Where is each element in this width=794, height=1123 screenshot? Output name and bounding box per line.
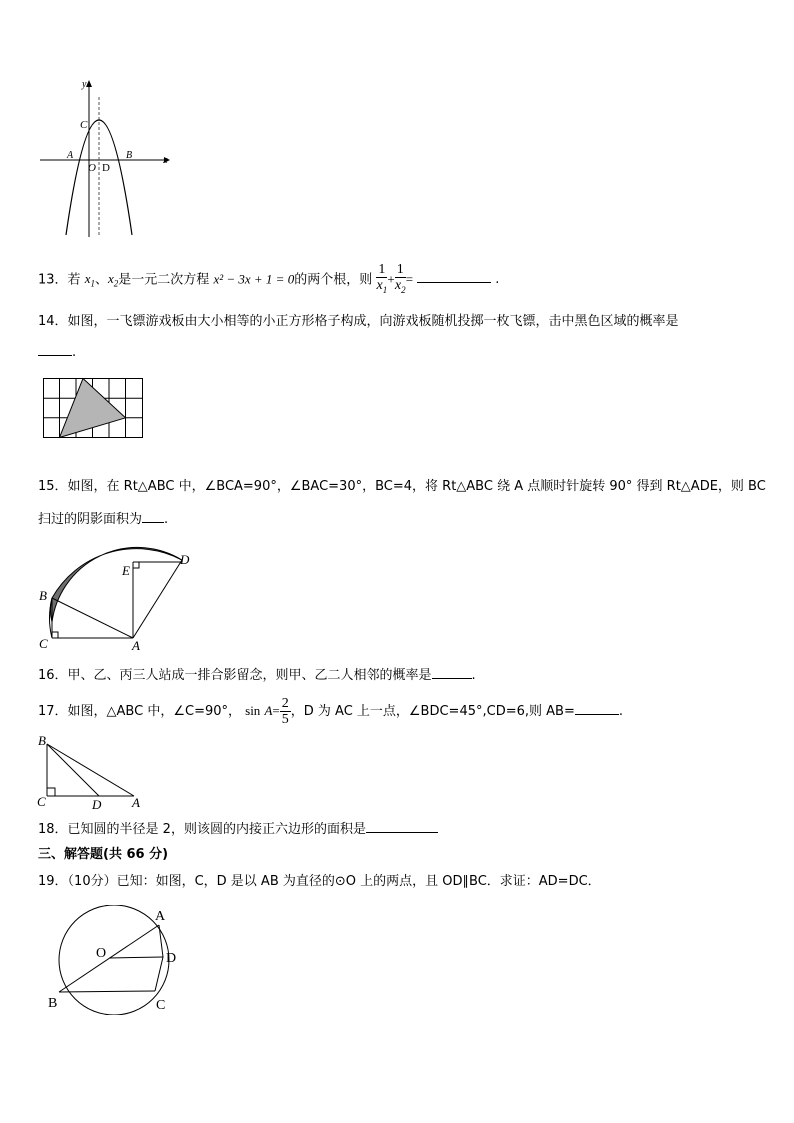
question-19: 19．（10分）已知：如图，C，D 是以 AB 为直径的⊙O 上的两点，且 OD∥BC．求证：AD=DC． <box>38 874 601 889</box>
label-O: O <box>88 162 96 174</box>
q17-sin: sin <box>245 703 261 718</box>
question-13 <box>38 262 499 298</box>
label-C: C <box>156 998 166 1013</box>
right-angle-C <box>52 632 58 638</box>
shaded-region <box>50 547 182 622</box>
rotation-figure <box>36 540 196 652</box>
q13-sep: 、 <box>94 272 108 288</box>
circle-figure <box>45 905 185 1015</box>
label-E: E <box>122 563 130 578</box>
label-O: O <box>96 946 107 961</box>
label-D: D <box>92 797 102 810</box>
label-B: B <box>39 588 47 603</box>
segment-DC <box>155 957 163 991</box>
y-axis-arrow <box>86 80 92 87</box>
q15-answer-blank[interactable] <box>142 510 164 523</box>
label-C: C <box>37 794 46 809</box>
segment-OD <box>109 957 163 958</box>
q18-answer-blank[interactable] <box>366 820 438 833</box>
label-A: A <box>132 638 140 652</box>
label-D: D <box>180 552 190 567</box>
question-15-line2: 扫过的阴影面积为 . <box>38 512 169 527</box>
label-A: A <box>155 909 166 924</box>
question-18: 18．已知圆的半径是 2，则该圆的内接正六边形的面积是 <box>38 820 438 839</box>
question-17: 17．如图，△ABC 中，∠C=90°， sin A= $\frac{2}{5}$ ，D 为 AC 上一点，∠BDC=45°,CD=6,则 AB= . <box>38 696 623 727</box>
question-15-line1: 15．如图，在 Rt△ABC 中，∠BCA=90°，∠BAC=30°，BC=4，将 Rt△ABC 绕 A 点顺时针旋转 90° 得到 Rt△ADE，则 BC <box>38 479 766 494</box>
q13-equals: = <box>405 271 414 287</box>
q13-end: . <box>495 272 500 288</box>
label-y: y <box>82 79 87 90</box>
label-D: D <box>166 951 177 966</box>
question-14-line1: 14．如图，一飞镖游戏板由大小相等的小正方形格子构成，向游戏板随机投掷一枚飞镖，击中黑色区域的概率是 <box>38 314 679 329</box>
label-D: D <box>102 162 110 174</box>
q16-answer-blank[interactable] <box>432 666 472 679</box>
q13-number: 13． <box>38 272 68 288</box>
circle-O <box>59 905 169 1015</box>
q13-tail: 的两个根，则 <box>294 272 373 288</box>
triangle-figure <box>36 732 148 810</box>
q13-equation: x² − 3x + 1 = 0 <box>213 271 295 287</box>
section-title: 三、解答题(共 66 分) <box>38 847 169 862</box>
label-A: A <box>67 150 74 161</box>
q13-plus: + <box>387 271 395 287</box>
diameter-AB <box>59 925 159 992</box>
label-B: B <box>48 996 58 1011</box>
right-angle-E <box>133 562 139 568</box>
q14-answer-blank[interactable] <box>38 343 72 356</box>
segment-AD <box>133 560 182 638</box>
q13-x2: $x_2$ <box>108 271 119 289</box>
q13-mid: 是一元二次方程 <box>118 272 210 288</box>
segment-BC <box>59 991 155 992</box>
question-14-line2: . <box>38 343 76 362</box>
segment-AD <box>159 925 163 957</box>
q13-fraction-2: $\frac{1}{x_2}$ <box>394 262 406 295</box>
parabola-figure <box>38 75 178 240</box>
label-B: B <box>126 150 133 161</box>
right-angle-C <box>47 788 55 796</box>
label-x: x <box>163 155 168 166</box>
label-C: C <box>80 119 88 131</box>
dart-board-figure <box>43 378 145 440</box>
question-16: 16．甲、乙、丙三人站成一排合影留念，则甲、乙二人相邻的概率是 . <box>38 668 476 683</box>
label-C: C <box>39 636 48 651</box>
q17-answer-blank[interactable] <box>575 702 619 715</box>
label-B: B <box>38 733 46 748</box>
q17-angle: A <box>264 703 273 718</box>
q13-answer-blank[interactable] <box>417 270 491 283</box>
q13-fraction-1: $\frac{1}{x_1}$ <box>376 262 388 295</box>
segment-BA <box>52 598 133 638</box>
q13-x1: $x_1$ <box>84 271 95 289</box>
q17-fraction: $\frac{2}{5}$ <box>281 696 289 727</box>
label-A: A <box>132 795 140 810</box>
q13-lead: 若 <box>67 272 81 288</box>
